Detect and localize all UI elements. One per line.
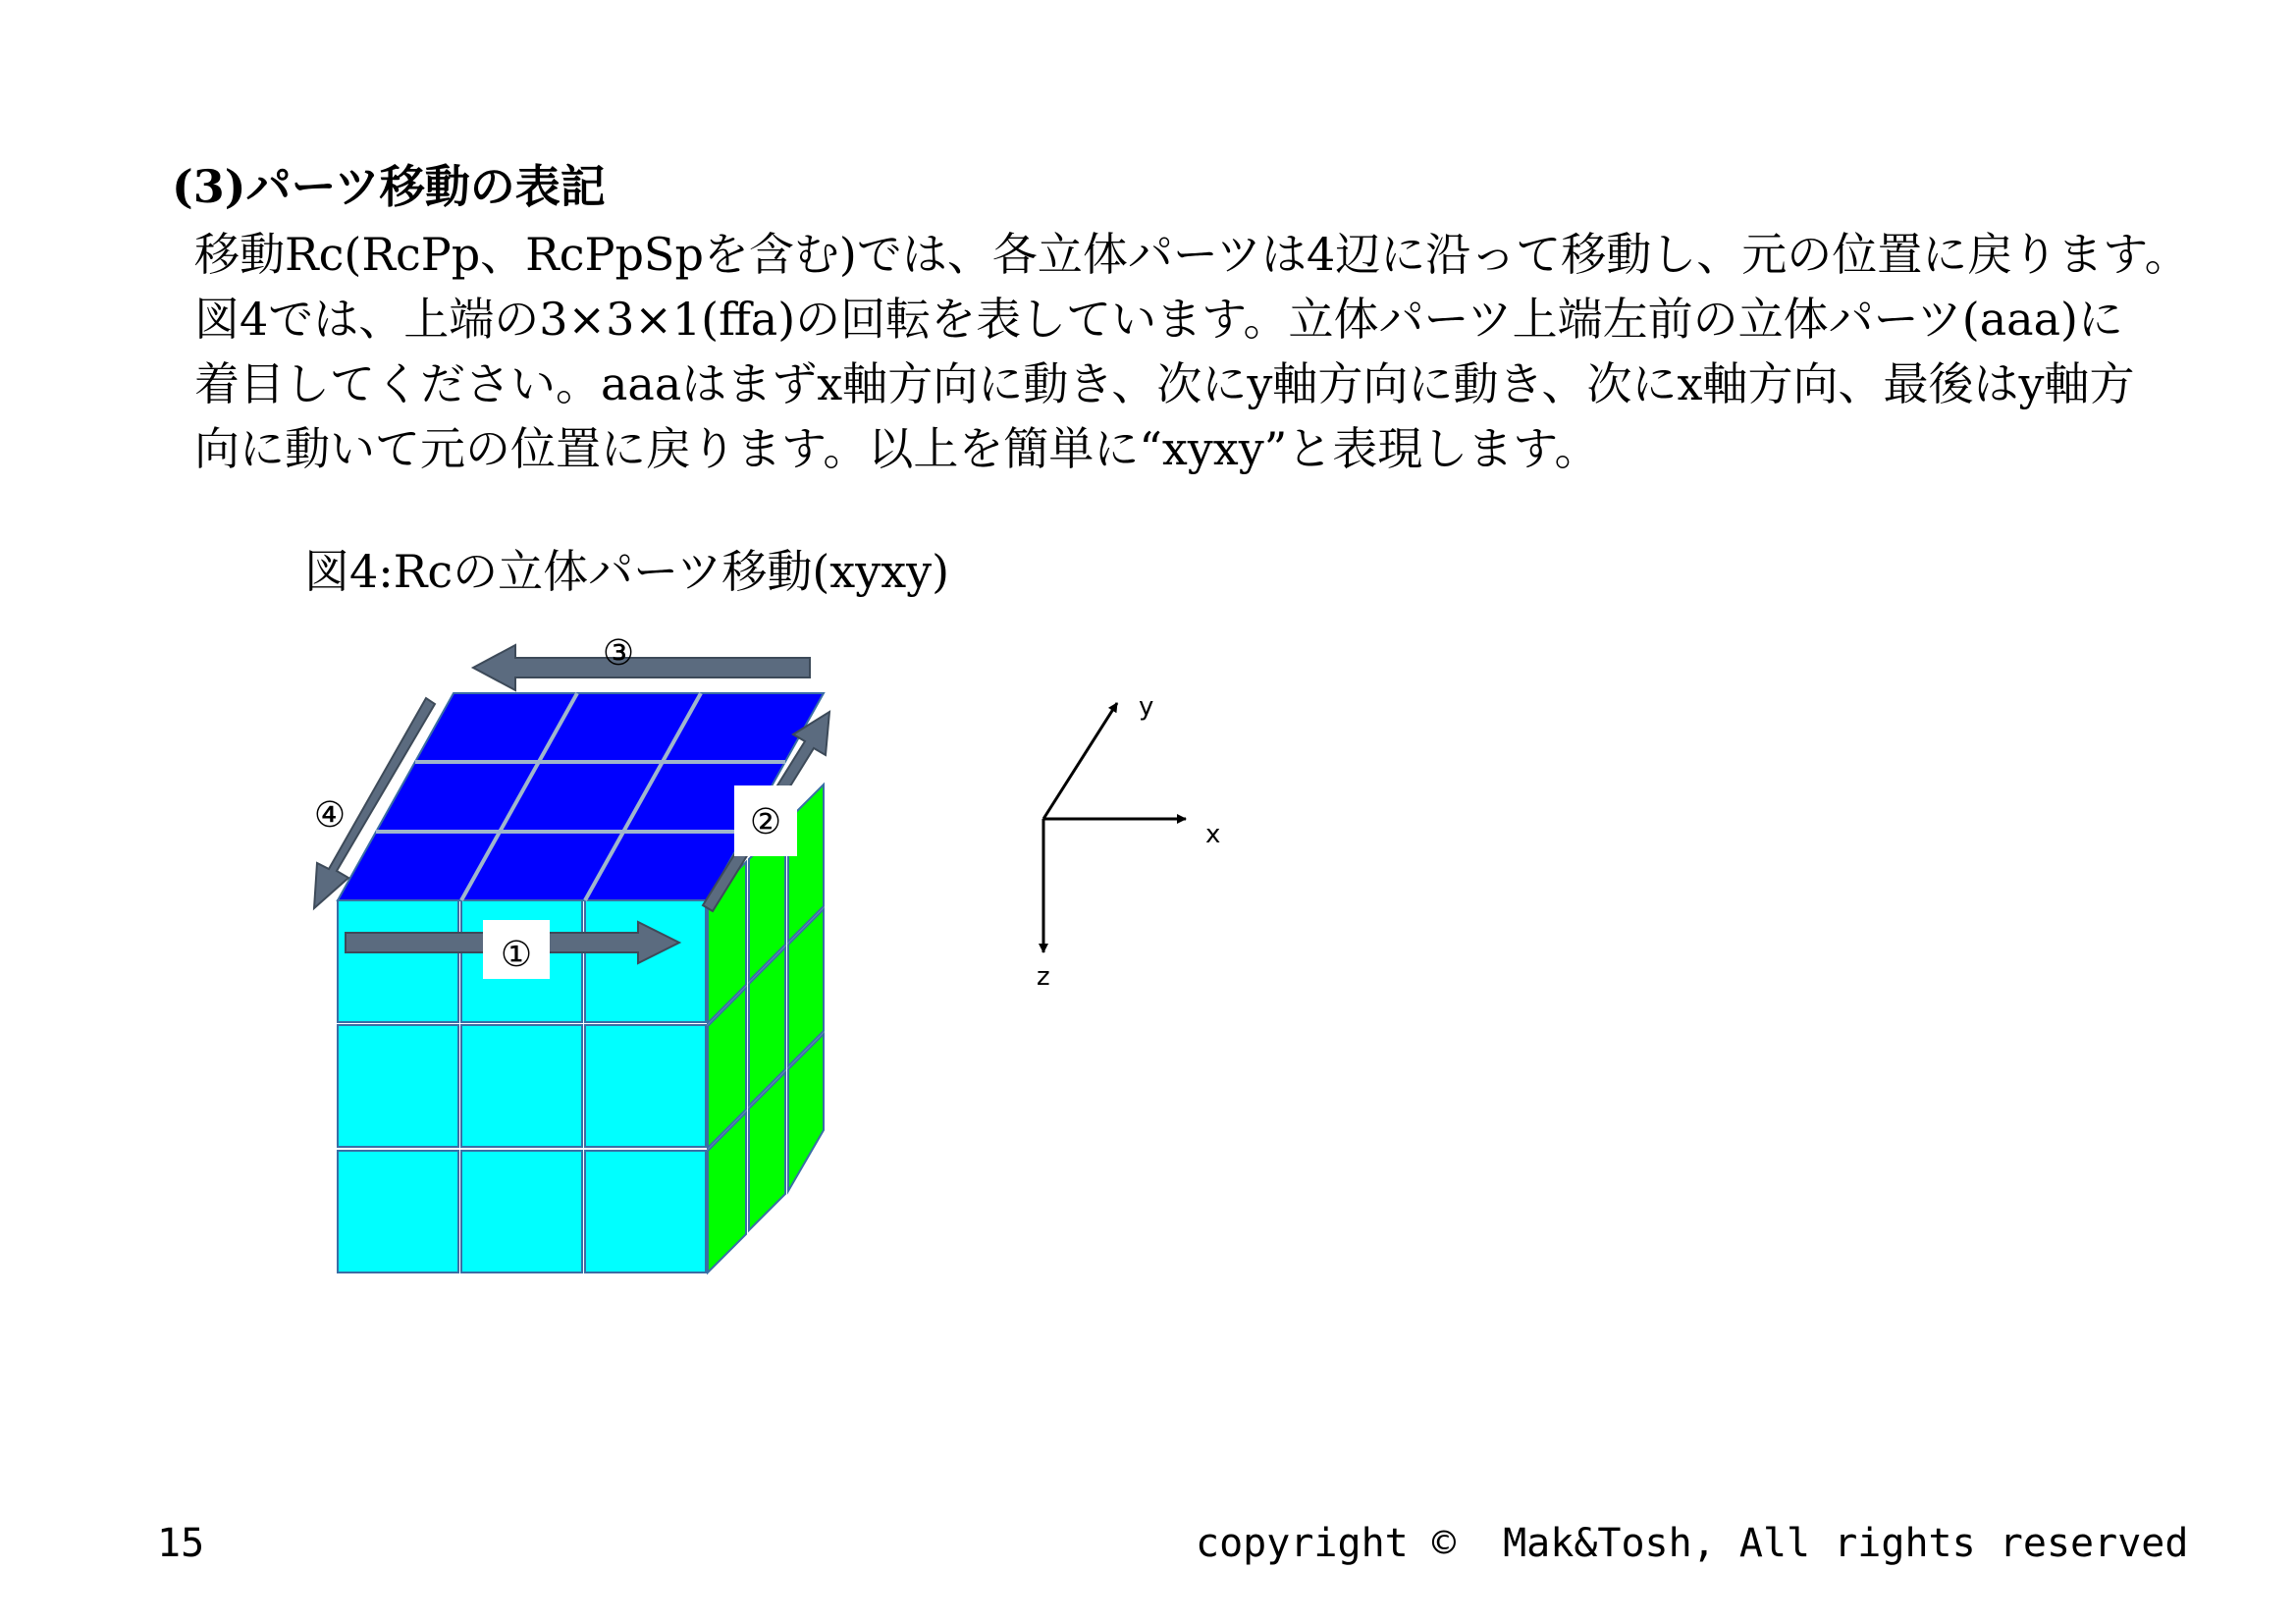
step-label-2: ② bbox=[749, 802, 782, 842]
copyright-notice: copyright © Mak&Tosh, All rights reserved bbox=[1196, 1521, 2189, 1566]
figure-caption: 図4:Rcの立体パーツ移動(xyxy) bbox=[304, 545, 950, 598]
axis-y-label: y bbox=[1139, 692, 1154, 722]
step-label-1: ① bbox=[500, 935, 533, 975]
paragraph-line: 移動Rc(RcPp、RcPpSpを含む)では、各立体パーツは4辺に沿って移動し、元の位置に戻ります。 bbox=[194, 228, 2190, 281]
axis-y-line bbox=[1043, 703, 1117, 819]
step-label-4: ④ bbox=[313, 795, 347, 836]
axis-z-label: z bbox=[1037, 962, 1050, 992]
axis-x-label: x bbox=[1205, 820, 1221, 849]
paragraph-line: 向に動いて元の位置に戻ります。以上を簡単に“xyxy”と表現します。 bbox=[194, 422, 1600, 475]
paragraph-line: 着目してください。aaaはまずx軸方向に動き、次にy軸方向に動き、次にx軸方向、最後はy軸方 bbox=[194, 357, 2135, 410]
section-heading: (3)パーツ移動の表記 bbox=[172, 160, 606, 213]
coordinate-axes bbox=[1043, 703, 1186, 952]
arrow-step-3 bbox=[473, 645, 810, 690]
page-number: 15 bbox=[157, 1521, 205, 1566]
paragraph-line: 図4では、上端の3×3×1(ffa)の回転を表しています。立体パーツ上端左前の立体パーツ(aaa)に bbox=[194, 293, 2123, 346]
step-label-3: ③ bbox=[602, 633, 635, 674]
